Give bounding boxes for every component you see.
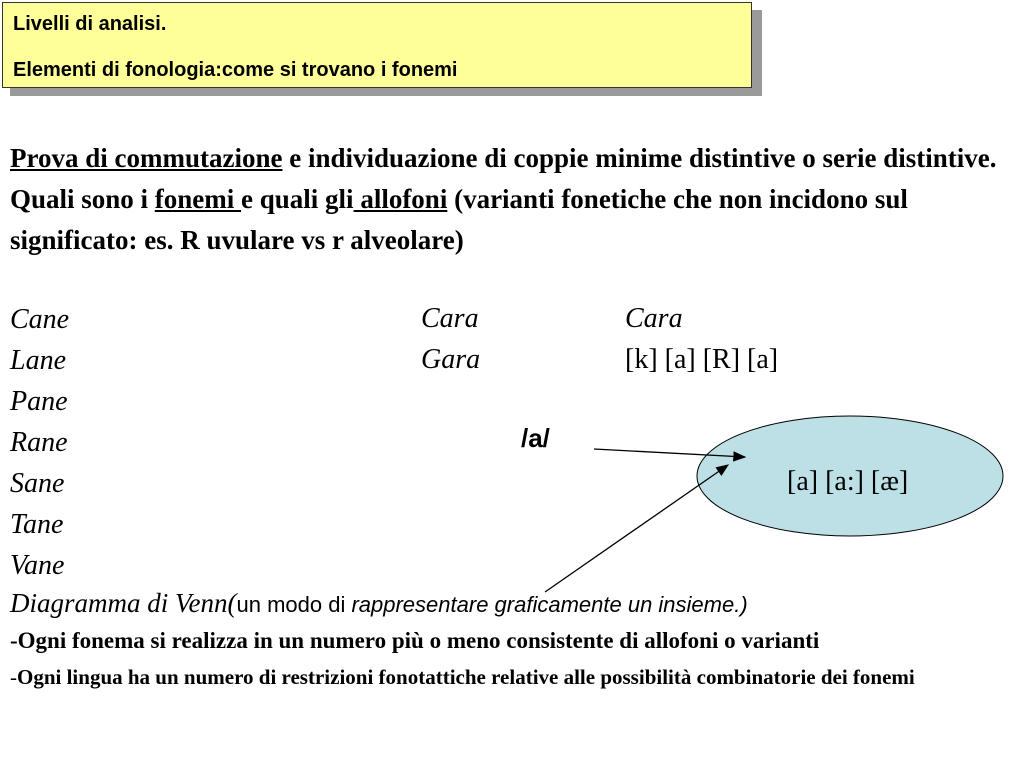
- term-commutation-test: Prova di commutazione: [10, 143, 283, 173]
- bullet-allophones: -Ogni fonema si realizza in un numero più o meno consistente di allofoni o varianti: [10, 628, 820, 653]
- bullet-phonotactics-text: Ogni lingua ha un numero di restrizioni fonotattiche relative alle possibilità combinatorie dei fonemi: [17, 665, 915, 689]
- minimal-pair-word: Gara: [421, 344, 481, 375]
- allophone-set: [a] [a:] [æ]: [787, 466, 909, 497]
- venn-desc-italic: rappresentare graficamente un insieme.): [351, 592, 748, 617]
- word-list-item: Cane: [10, 304, 70, 335]
- title-line-2: Elementi di fonologia:come si trovano i fonemi: [13, 59, 458, 81]
- intro-text-1: e individuazione di coppie minime distintive o serie distintive. Quali sono i: [10, 143, 997, 214]
- intro-text-3: (varianti fonetiche che non incidono sul significato: es. R uvulare vs r alveolare): [10, 184, 908, 255]
- transcription-word: Cara: [625, 303, 683, 334]
- minimal-pair-word: Cara: [421, 303, 479, 334]
- word-list-item: Sane: [10, 468, 65, 499]
- title-line-1: Livelli di analisi.: [13, 13, 167, 35]
- bullet-phonotactics: [10, 662, 1010, 693]
- venn-desc-plain: un modo di: [236, 592, 352, 617]
- word-list-item: Lane: [10, 345, 66, 376]
- word-list-item: Tane: [10, 509, 64, 540]
- word-list-item: Pane: [10, 386, 68, 417]
- word-list-item: Vane: [10, 550, 65, 581]
- word-list-item: Rane: [10, 427, 68, 458]
- bullet-dash: -: [10, 665, 17, 689]
- venn-label: Diagramma di Venn(: [10, 588, 237, 618]
- term-phonemes: fonemi: [154, 184, 242, 214]
- venn-arrow: [545, 465, 728, 592]
- phonetic-transcription: [k] [a] [R] [a]: [625, 344, 779, 375]
- intro-text-2: e quali gli: [241, 184, 354, 214]
- term-allophones: allofoni: [353, 184, 448, 214]
- venn-caption: [10, 588, 748, 619]
- phoneme-label: /a/: [521, 423, 550, 453]
